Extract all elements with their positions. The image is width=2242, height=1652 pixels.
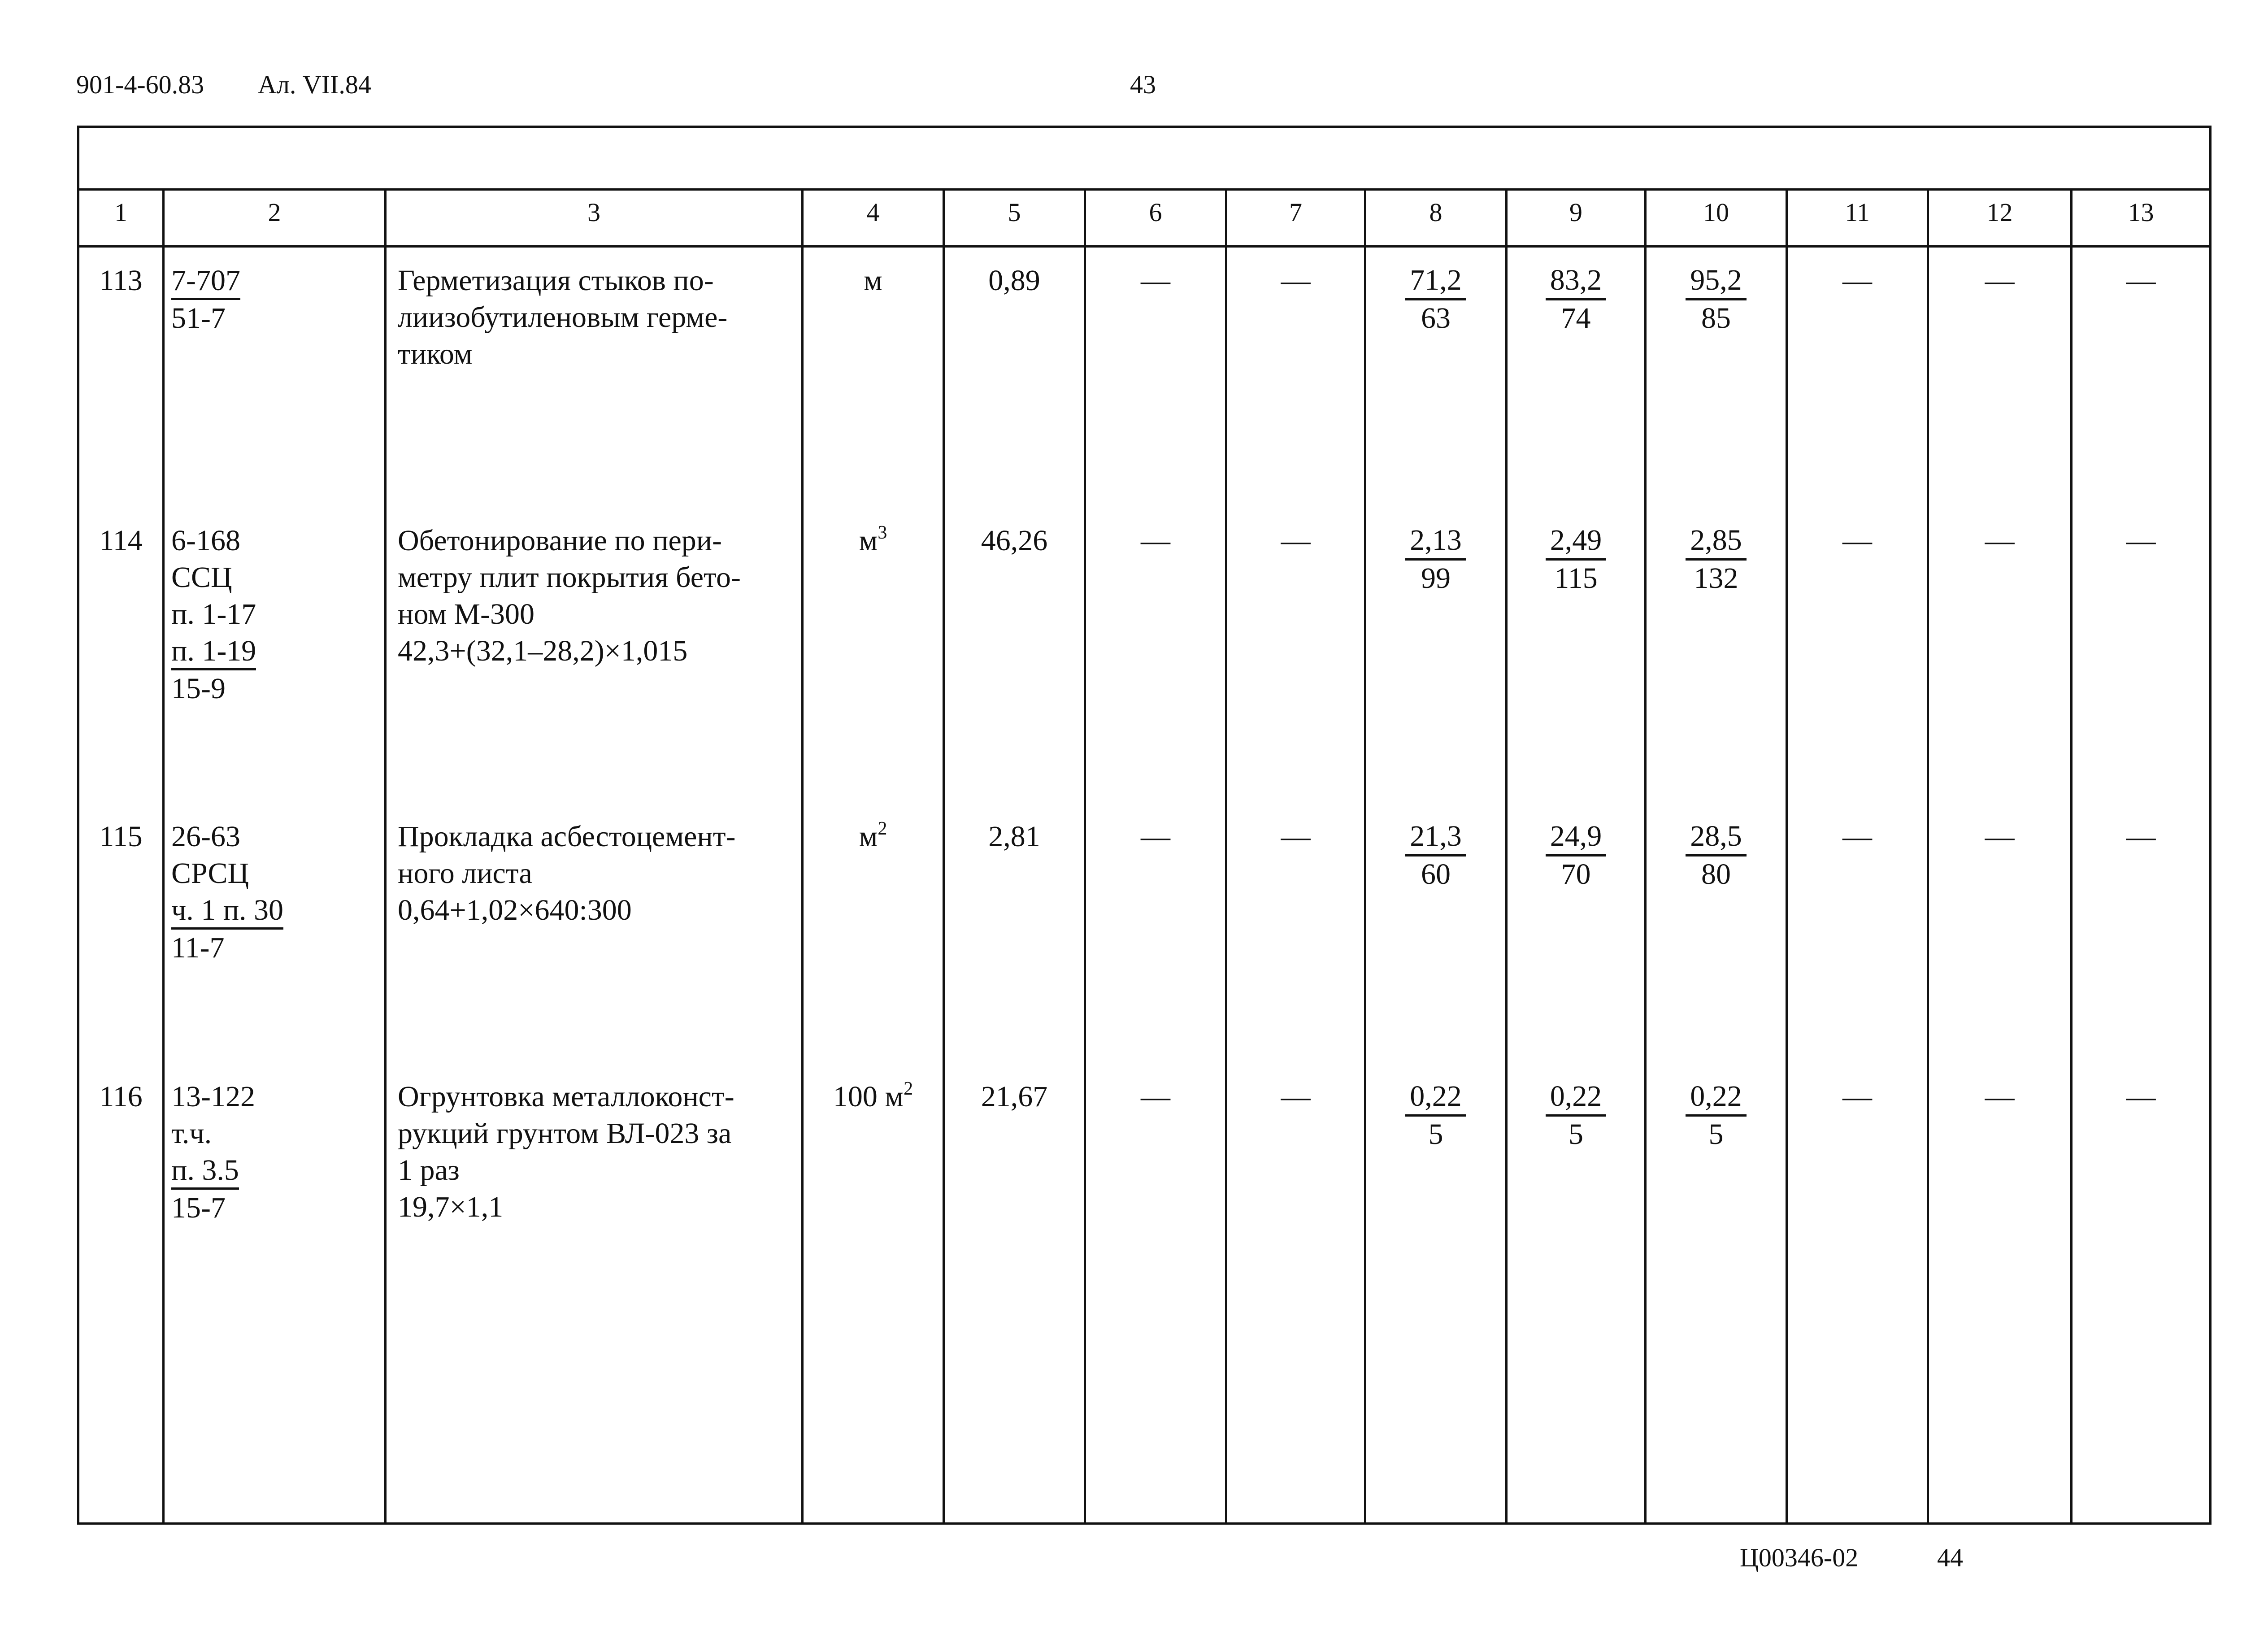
dash: — (1281, 820, 1311, 853)
column-divider (1786, 191, 1788, 1522)
quantity: 2,81 (988, 820, 1040, 853)
norm-reference (171, 1078, 378, 1226)
ref-line: п. 1-17 (171, 598, 256, 630)
fraction-numerator: 21,3 (1405, 818, 1466, 856)
dash: — (1842, 1080, 1872, 1113)
column-divider (943, 191, 945, 1522)
norm-reference (171, 522, 378, 707)
desc-line: ного листа (398, 857, 532, 890)
column-number: 10 (1703, 198, 1729, 227)
desc-line: рукций грунтом ВЛ-023 за (398, 1117, 732, 1150)
work-description (398, 818, 792, 929)
ref-line: 15-9 (171, 672, 226, 705)
desc-line: Огрунтовка металлоконст- (398, 1080, 734, 1113)
column-number: 6 (1149, 198, 1162, 227)
dash: — (1141, 264, 1170, 297)
column-divider (1225, 191, 1227, 1522)
dash: — (2126, 820, 2156, 853)
unit-exponent: 2 (904, 1078, 913, 1099)
fraction-denominator: 60 (1421, 858, 1451, 891)
row-number: 116 (99, 1080, 143, 1113)
unit (804, 818, 943, 855)
desc-line: тиком (398, 338, 473, 370)
work-description (398, 522, 792, 669)
work-description (398, 1078, 792, 1226)
column-number: 5 (1008, 198, 1021, 227)
ref-line: ССЦ (171, 561, 232, 594)
unit (804, 262, 943, 299)
row-number: 114 (99, 524, 143, 557)
column-number: 2 (268, 198, 281, 227)
desc-line: метру плит покрытия бето- (398, 561, 741, 594)
fraction-numerator: 2,13 (1405, 522, 1466, 561)
unit-text: м (859, 524, 878, 557)
footer-number: 44 (1937, 1543, 1963, 1572)
footer-code: Ц00346-02 (1740, 1543, 1859, 1572)
dash: — (2126, 524, 2156, 557)
fraction-col8 (1366, 818, 1505, 892)
fraction-col8 (1366, 522, 1505, 596)
column-number: 8 (1429, 198, 1443, 227)
quantity: 0,89 (988, 264, 1040, 297)
fraction-denominator: 5 (1569, 1118, 1583, 1151)
fraction-numerator: 2,49 (1546, 522, 1607, 561)
dash: — (1842, 264, 1872, 297)
unit (804, 1078, 943, 1115)
dash: — (1281, 524, 1311, 557)
dash: — (1985, 264, 2015, 297)
fraction-denominator: 5 (1708, 1118, 1724, 1151)
quantity: 46,26 (981, 524, 1048, 557)
fraction-numerator: 0,22 (1686, 1078, 1747, 1117)
column-number: 12 (1986, 198, 2013, 227)
estimate-table (77, 126, 2212, 1525)
fraction-numerator: 24,9 (1546, 818, 1607, 856)
dash: — (1281, 264, 1311, 297)
page-number: 43 (1130, 70, 1156, 99)
norm-reference (171, 262, 378, 337)
unit-text: м (859, 820, 878, 853)
ref-line: 6-168 (171, 524, 240, 557)
fraction-col10 (1647, 818, 1786, 892)
fraction-denominator: 5 (1428, 1118, 1443, 1151)
fraction-col9 (1508, 818, 1644, 892)
ref-line: п. 3.5 (171, 1153, 239, 1190)
ref-line: п. 1-19 (171, 634, 256, 670)
fraction-numerator: 2,85 (1686, 522, 1747, 561)
fraction-denominator: 85 (1701, 302, 1731, 335)
fraction-numerator: 0,22 (1405, 1078, 1466, 1117)
fraction-col9 (1508, 522, 1644, 596)
unit-exponent: 3 (878, 522, 887, 543)
column-number: 9 (1569, 198, 1582, 227)
fraction-col10 (1647, 262, 1786, 336)
ref-line: 7-707 (171, 264, 240, 300)
column-number: 4 (866, 198, 880, 227)
desc-line: ном М-300 (398, 598, 534, 630)
column-number-divider (79, 245, 2209, 248)
fraction-denominator: 80 (1701, 858, 1731, 891)
desc-line: 0,64+1,02×640:300 (398, 894, 632, 926)
work-description (398, 262, 792, 373)
column-divider (1927, 191, 1929, 1522)
document-code: 901-4-60.83 (76, 70, 204, 99)
ref-line: 13-122 (171, 1080, 255, 1113)
column-number: 11 (1845, 198, 1870, 227)
norm-reference (171, 818, 378, 966)
fraction-denominator: 70 (1561, 858, 1591, 891)
column-divider (801, 191, 804, 1522)
desc-line: 42,3+(32,1–28,2)×1,015 (398, 635, 688, 667)
fraction-col8 (1366, 262, 1505, 336)
column-number: 13 (2128, 198, 2154, 227)
ref-line: ч. 1 п. 30 (171, 893, 283, 930)
column-number: 7 (1289, 198, 1302, 227)
column-number: 1 (114, 198, 127, 227)
dash: — (2126, 1080, 2156, 1113)
unit-exponent: 2 (878, 818, 887, 839)
unit-text: 100 м (833, 1080, 904, 1113)
table-title-strip (79, 128, 2209, 191)
row-number: 115 (99, 820, 143, 853)
fraction-denominator: 63 (1421, 302, 1451, 335)
fraction-denominator: 99 (1421, 562, 1451, 595)
ref-line: 11-7 (171, 931, 225, 964)
fraction-numerator: 71,2 (1405, 262, 1466, 300)
unit (804, 522, 943, 559)
fraction-col10 (1647, 522, 1786, 596)
dash: — (1141, 1080, 1170, 1113)
fraction-denominator: 132 (1694, 562, 1738, 595)
desc-line: Герметизация стыков по- (398, 264, 714, 297)
column-divider (384, 191, 387, 1522)
column-number: 3 (587, 198, 600, 227)
desc-line: лиизобутиленовым герме- (398, 301, 728, 334)
fraction-denominator: 115 (1554, 562, 1598, 595)
dash: — (2126, 264, 2156, 297)
fraction-col9 (1508, 1078, 1644, 1152)
desc-line: Обетонирование по пери- (398, 524, 722, 557)
fraction-col10 (1647, 1078, 1786, 1152)
ref-line: 26-63 (171, 820, 240, 853)
fraction-denominator: 74 (1561, 302, 1591, 335)
row-number: 113 (99, 264, 143, 297)
desc-line: Прокладка асбестоцемент- (398, 820, 736, 853)
fraction-col9 (1508, 262, 1644, 336)
desc-line: 19,7×1,1 (398, 1191, 504, 1223)
dash: — (1985, 1080, 2015, 1113)
fraction-numerator: 0,22 (1546, 1078, 1607, 1117)
unit-text: м (864, 264, 882, 297)
dash: — (1141, 820, 1170, 853)
column-divider (2070, 191, 2073, 1522)
album-number: Ал. VII.84 (258, 70, 371, 99)
dash: — (1985, 820, 2015, 853)
dash: — (1985, 524, 2015, 557)
dash: — (1842, 820, 1872, 853)
ref-line: 51-7 (171, 302, 226, 335)
dash: — (1281, 1080, 1311, 1113)
desc-line: 1 раз (398, 1154, 460, 1187)
ref-line: т.ч. (171, 1117, 212, 1150)
column-divider (1084, 191, 1086, 1522)
column-divider (162, 191, 165, 1522)
fraction-col8 (1366, 1078, 1505, 1152)
ref-line: СРСЦ (171, 857, 249, 890)
ref-line: 15-7 (171, 1191, 226, 1224)
fraction-numerator: 83,2 (1546, 262, 1607, 300)
dash: — (1842, 524, 1872, 557)
fraction-numerator: 95,2 (1686, 262, 1747, 300)
dash: — (1141, 524, 1170, 557)
fraction-numerator: 28,5 (1686, 818, 1747, 856)
quantity: 21,67 (981, 1080, 1048, 1113)
